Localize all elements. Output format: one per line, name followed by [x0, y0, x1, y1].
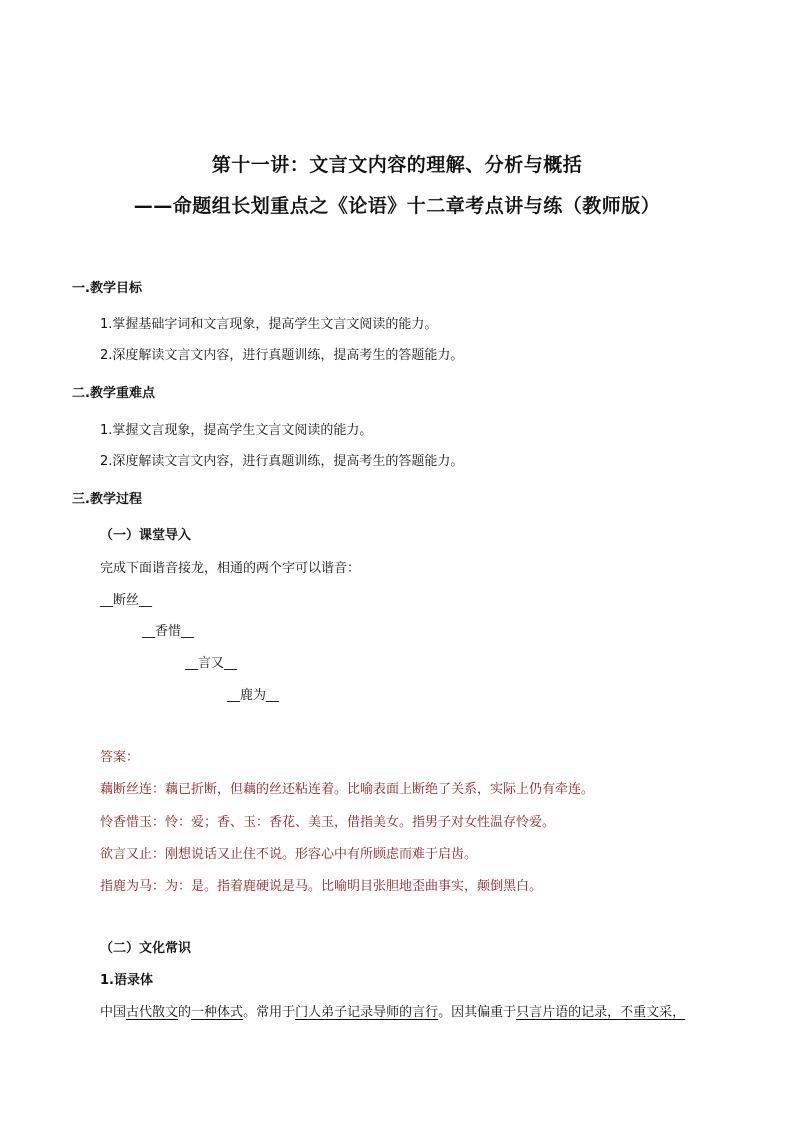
culture-underline-2: 一种体式	[191, 1005, 244, 1020]
culture-subheading: 1.语录体	[100, 973, 153, 988]
culture-text-3: 。常用于	[243, 1005, 296, 1020]
chain-blank-2: __香惜__	[142, 624, 195, 639]
answer-item-1: 藕断丝连：藕已折断，但藕的丝还粘连着。比喻表面上断绝了关系，实际上仍有牵连。	[100, 782, 595, 797]
culture-underline-3: 门人弟子记录导师的言行	[295, 1005, 439, 1020]
section-heading-key-points: 二.教学重难点	[72, 386, 155, 401]
culture-text-1: 中国	[100, 1005, 127, 1020]
goal-item-2: 2.深度解读文言文内容，进行真题训练，提高考生的答题能力。	[100, 348, 464, 363]
section-heading-process: 三.教学过程	[72, 492, 142, 507]
answer-item-3: 欲言又止：刚想说话又止住不说。形容心中有所顾虑而难于启齿。	[100, 847, 478, 862]
key-point-item-2: 2.深度解读文言文内容，进行真题训练，提高考生的答题能力。	[100, 454, 464, 469]
page-subtitle: ——命题组长划重点之《论语》十二章考点讲与练（教师版）	[133, 195, 661, 217]
subsection-heading-culture: （二）文化常识	[100, 941, 192, 956]
culture-underline-4: 只言片语的记录，不重文采，	[516, 1005, 686, 1020]
key-point-item-1: 1.掌握文言现象，提高学生文言文阅读的能力。	[100, 423, 373, 438]
section-heading-goals: 一.教学目标	[72, 281, 142, 296]
intro-instruction: 完成下面谐音接龙，相通的两个字可以谐音：	[100, 561, 361, 576]
goal-item-1: 1.掌握基础字词和文言现象，提高学生文言文阅读的能力。	[100, 317, 438, 332]
chain-blank-1: __断丝__	[100, 593, 153, 608]
culture-paragraph	[100, 1004, 685, 1022]
chain-blank-4: __鹿为__	[227, 688, 280, 703]
subsection-heading-intro: （一）课堂导入	[100, 528, 192, 543]
answer-item-4: 指鹿为马：为：是。指着鹿硬说是马。比喻明目张胆地歪曲事实，颠倒黑白。	[100, 879, 543, 894]
culture-underline-1: 古代散文	[126, 1005, 179, 1020]
page-title: 第十一讲：文言文内容的理解、分析与概括	[211, 154, 583, 176]
answer-label: 答案：	[100, 750, 140, 765]
culture-text-4: 。因其偏重于	[438, 1005, 517, 1020]
culture-text-2: 的	[178, 1005, 192, 1020]
chain-blank-3: __言又__	[185, 656, 238, 671]
answer-item-2: 怜香惜玉：怜：爱；香、玉：香花、美玉，借指美女。指男子对女性温存怜爱。	[100, 815, 556, 830]
